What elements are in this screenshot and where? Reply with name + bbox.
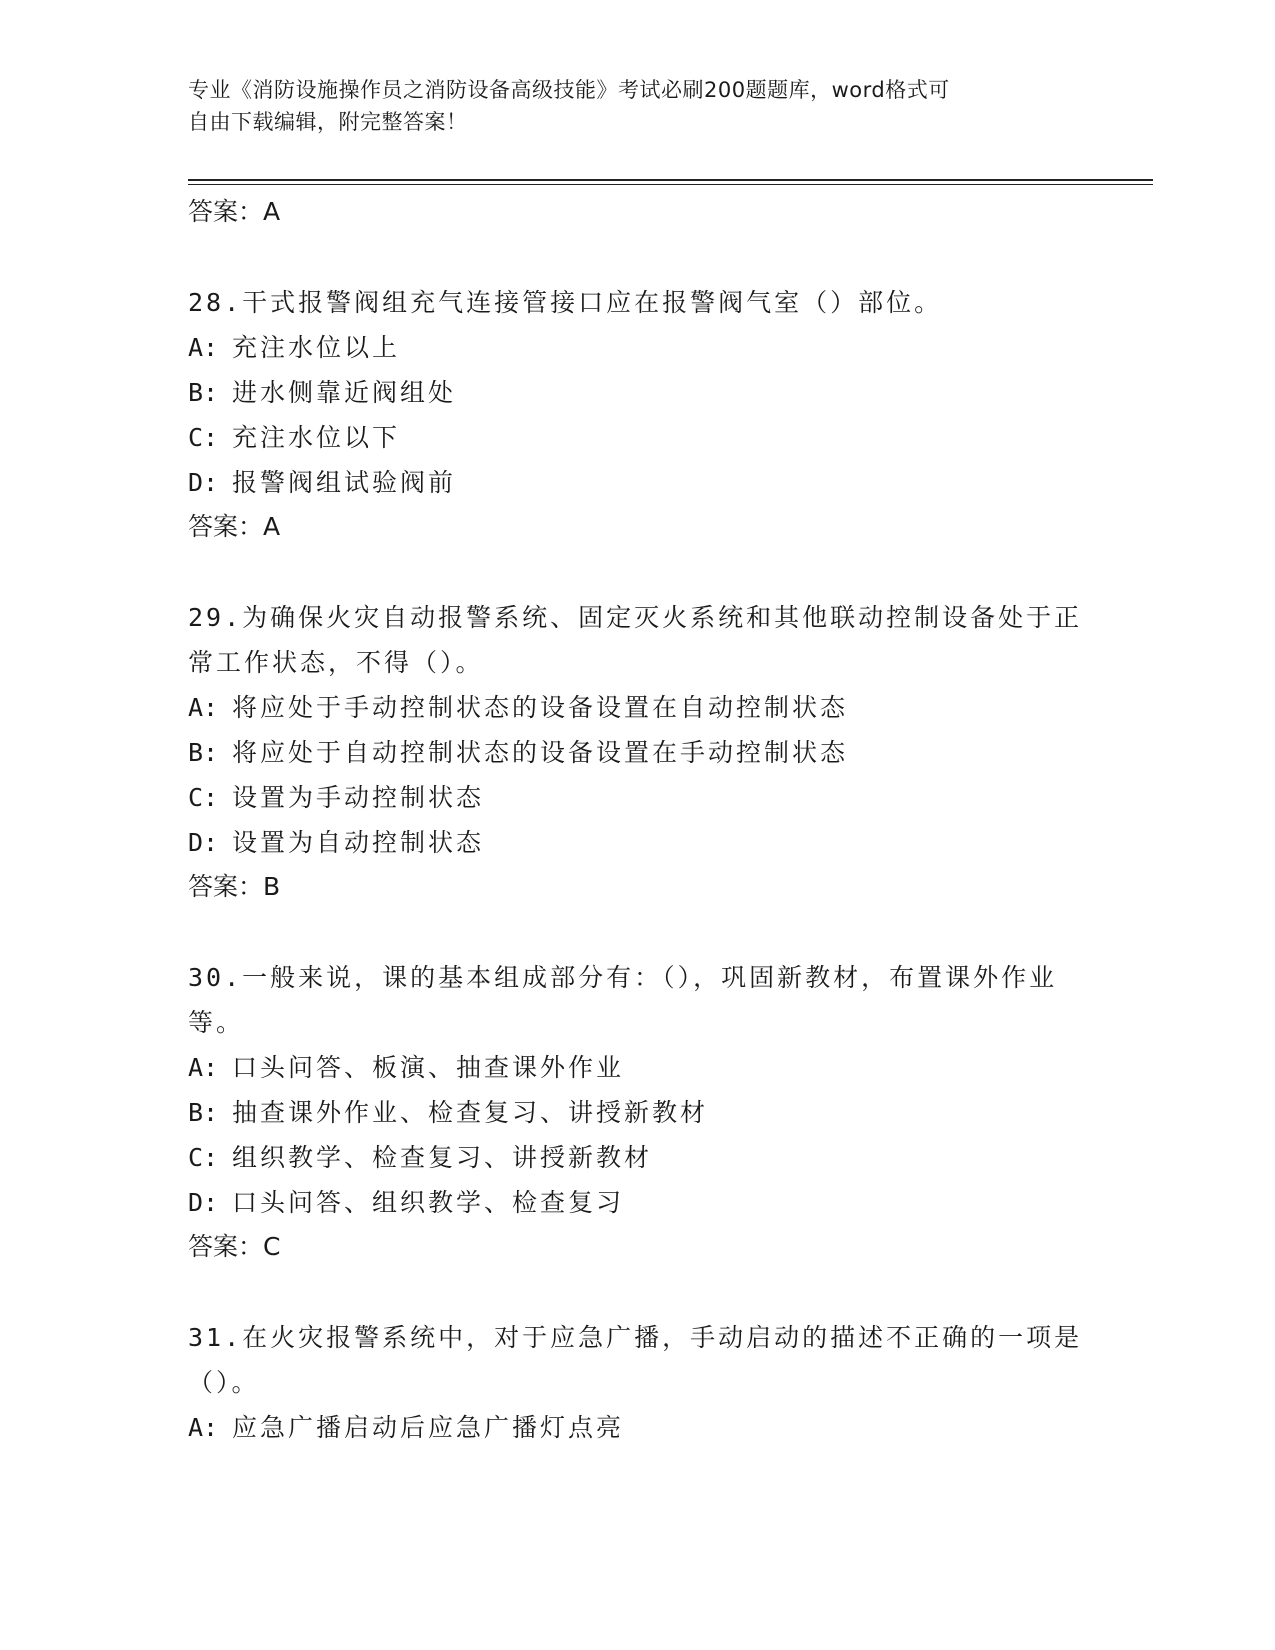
question-text: 28.干式报警阀组充气连接管接口应在报警阀气室（）部位。 — [188, 288, 943, 317]
option-text: 口头问答、组织教学、检查复习 — [232, 1188, 625, 1217]
answer-line: 答案：A — [188, 512, 281, 541]
document-header — [188, 74, 1068, 138]
question-block — [188, 1315, 1088, 1450]
option-text: 口头问答、板演、抽查课外作业 — [232, 1053, 625, 1082]
option-text: 进水侧靠近阀组处 — [232, 378, 457, 407]
option-c — [188, 1135, 1088, 1180]
option-text: 将应处于手动控制状态的设备设置在自动控制状态 — [232, 693, 849, 722]
answer-line: 答案：C — [188, 1232, 281, 1261]
option-b — [188, 370, 1088, 415]
option-text: 充注水位以上 — [232, 333, 401, 362]
option-letter: B: — [188, 738, 219, 767]
option-a — [188, 1405, 1088, 1450]
option-text: 设置为手动控制状态 — [232, 783, 485, 812]
question-text: 31.在火灾报警系统中，对于应急广播，手动启动的描述不正确的一项是（）。 — [188, 1323, 1083, 1397]
option-letter: D: — [188, 468, 219, 497]
option-c — [188, 775, 1088, 820]
header-divider-thick — [188, 179, 1153, 181]
option-d — [188, 1180, 1088, 1225]
option-letter: C: — [188, 783, 219, 812]
question-text: 30.一般来说，课的基本组成部分有：（），巩固新教材，布置课外作业等。 — [188, 963, 1058, 1037]
option-a — [188, 685, 1088, 730]
option-text: 报警阀组试验阀前 — [232, 468, 457, 497]
option-text: 将应处于自动控制状态的设备设置在手动控制状态 — [232, 738, 849, 767]
option-letter: A: — [188, 1413, 219, 1442]
option-letter: B: — [188, 1098, 219, 1127]
option-text: 抽查课外作业、检查复习、讲授新教材 — [232, 1098, 709, 1127]
option-text: 应急广播启动后应急广播灯点亮 — [232, 1413, 625, 1442]
option-d — [188, 820, 1088, 865]
option-letter: C: — [188, 423, 219, 452]
header-line-2: 自由下载编辑，附完整答案！ — [188, 110, 468, 134]
answer-line: 答案：B — [188, 872, 281, 901]
option-a — [188, 1045, 1088, 1090]
question-block — [188, 955, 1088, 1269]
option-letter: A: — [188, 1053, 219, 1082]
document-body — [188, 190, 1088, 1450]
question-text: 29.为确保火灾自动报警系统、固定灭火系统和其他联动控制设备处于正常工作状态，不得（）。 — [188, 603, 1083, 677]
option-d — [188, 460, 1088, 505]
question-block — [188, 280, 1088, 549]
header-divider-thin — [188, 184, 1153, 185]
option-text: 组织教学、检查复习、讲授新教材 — [232, 1143, 653, 1172]
option-letter: C: — [188, 1143, 219, 1172]
option-letter: D: — [188, 1188, 219, 1217]
option-letter: A: — [188, 693, 219, 722]
option-letter: B: — [188, 378, 219, 407]
option-c — [188, 415, 1088, 460]
header-line-1: 专业《消防设施操作员之消防设备高级技能》考试必刷200题题库，word格式可 — [188, 78, 950, 102]
option-b — [188, 730, 1088, 775]
question-block — [188, 595, 1088, 909]
option-a — [188, 325, 1088, 370]
option-text: 设置为自动控制状态 — [232, 828, 485, 857]
answer-line: 答案：A — [188, 197, 281, 226]
option-letter: A: — [188, 333, 219, 362]
option-b — [188, 1090, 1088, 1135]
option-text: 充注水位以下 — [232, 423, 401, 452]
option-letter: D: — [188, 828, 219, 857]
